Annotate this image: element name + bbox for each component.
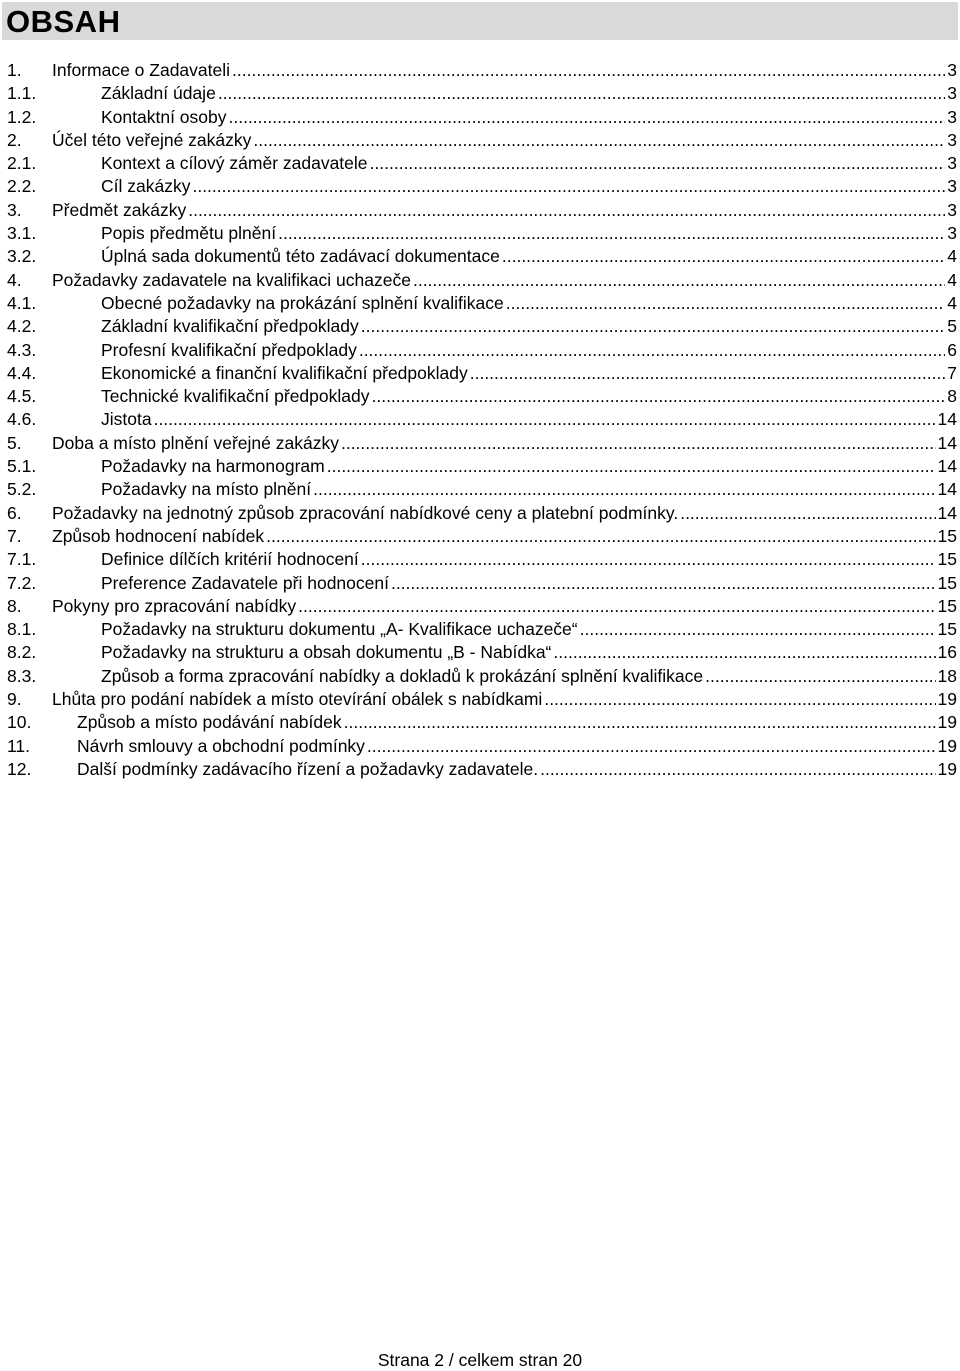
toc-entry-page-number[interactable]: 15 (937, 619, 957, 640)
toc-entry-body (101, 152, 957, 175)
toc-entry-page-number[interactable]: 4 (947, 269, 957, 290)
toc-entry-number: 2.1. (7, 153, 37, 174)
toc-entry-title[interactable]: Způsob hodnocení nabídek (52, 525, 265, 546)
toc-entry-title[interactable]: Ekonomické a finanční kvalifikační předpoklady (101, 362, 468, 383)
toc-entry-body (101, 339, 957, 362)
toc-entry-body (52, 525, 957, 548)
toc-entry-title[interactable]: Požadavky na místo plnění (101, 479, 312, 500)
toc-entry[interactable] (0, 502, 960, 525)
toc-entry-number: 8.2. (7, 642, 37, 663)
toc-entry-body (101, 665, 957, 688)
toc-entry-number: 4.6. (7, 409, 37, 430)
toc-dot-leader (341, 432, 936, 455)
toc-dot-leader (232, 59, 945, 82)
toc-entry-body (101, 245, 957, 268)
toc-dot-leader (502, 245, 945, 268)
toc-entry-body (77, 711, 957, 734)
toc-entry-body (52, 199, 957, 222)
toc-entry-body (101, 385, 957, 408)
toc-entry-number: 3.2. (7, 246, 37, 267)
toc-entry-page-number[interactable]: 3 (947, 153, 957, 174)
toc-dot-leader (229, 106, 946, 129)
toc-entry-title[interactable]: Požadavky zadavatele na kvalifikaci uchazeče (52, 269, 411, 290)
toc-entry-title[interactable]: Požadavky na harmonogram (101, 456, 325, 477)
toc-entry[interactable] (0, 385, 960, 408)
toc-entry[interactable] (0, 595, 960, 618)
toc-entry-number: 4.5. (7, 386, 37, 407)
toc-entry-body (101, 362, 957, 385)
toc-entry-title[interactable]: Obecné požadavky na prokázání splnění kvalifikace (101, 292, 504, 313)
toc-entry[interactable] (0, 572, 960, 595)
toc-entry-title[interactable]: Návrh smlouvy a obchodní podmínky (77, 735, 365, 756)
toc-entry[interactable] (0, 665, 960, 688)
toc-entry-number: 12. (7, 758, 32, 779)
toc-entry-body (101, 455, 957, 478)
toc-dot-leader (371, 385, 945, 408)
toc-entry-number: 2. (7, 129, 22, 150)
toc-dot-leader (580, 618, 936, 641)
page-footer: Strana 2 / celkem stran 20 (377, 1350, 583, 1370)
toc-entry-page-number[interactable]: 3 (947, 199, 957, 220)
toc-entry-page-number[interactable]: 8 (947, 386, 957, 407)
toc-entry-number: 10. (7, 712, 32, 733)
toc-entry[interactable] (0, 362, 960, 385)
toc-entry-page-number[interactable]: 18 (937, 665, 957, 686)
toc-entry-page-number[interactable]: 15 (937, 549, 957, 570)
toc-entry[interactable] (0, 199, 960, 222)
toc-dot-leader (391, 572, 936, 595)
toc-entry-title[interactable]: Jistota (101, 409, 152, 430)
toc-dot-leader (367, 735, 936, 758)
toc-entry-number: 8.3. (7, 665, 37, 686)
toc-dot-leader (278, 222, 945, 245)
toc-entry-page-number[interactable]: 14 (937, 432, 957, 453)
toc-entry-title[interactable]: Způsob a forma zpracování nabídky a dokladů k prokázání splnění kvalifikace (101, 665, 704, 686)
toc-entry-body (77, 735, 957, 758)
toc-entry[interactable] (0, 408, 960, 431)
toc-entry[interactable] (0, 106, 960, 129)
toc-entry-body (52, 269, 957, 292)
toc-dot-leader (192, 175, 945, 198)
toc-entry-body (101, 408, 957, 431)
toc-entry[interactable] (0, 711, 960, 734)
toc-entry-body (101, 478, 957, 501)
toc-entry[interactable] (0, 478, 960, 501)
toc-entry-body (101, 641, 957, 664)
toc-entry-title[interactable]: Profesní kvalifikační předpoklady (101, 339, 357, 360)
toc-entry-number: 6. (7, 502, 22, 523)
toc-entry-title[interactable]: Účel této veřejné zakázky (52, 129, 252, 150)
toc-entry-page-number[interactable]: 14 (937, 479, 957, 500)
toc-entry-title[interactable]: Požadavky na strukturu dokumentu „A- Kvalifikace uchazeče“ (101, 619, 578, 640)
toc-entry-title[interactable]: Předmět zakázky (52, 199, 187, 220)
toc-entry-number: 1.2. (7, 106, 37, 127)
toc-entry-number: 7.1. (7, 549, 37, 570)
toc-entry-number: 7.2. (7, 572, 37, 593)
toc-entry-number: 4.1. (7, 292, 37, 313)
toc-entry[interactable] (0, 618, 960, 641)
toc-entry[interactable] (0, 735, 960, 758)
toc-entry[interactable] (0, 548, 960, 571)
toc-entry-body (52, 502, 957, 525)
toc-dot-leader (470, 362, 946, 385)
toc-entry-page-number[interactable]: 4 (947, 246, 957, 267)
toc-entry-page-number[interactable]: 5 (947, 316, 957, 337)
toc-entry-page-number[interactable]: 3 (947, 129, 957, 150)
toc-entry-number: 1. (7, 60, 22, 80)
table-of-contents (0, 59, 960, 781)
toc-entry-number: 1.1. (7, 83, 37, 104)
toc-entry-title[interactable]: Preference Zadavatele při hodnocení (101, 572, 389, 593)
toc-dot-leader (266, 525, 935, 548)
toc-entry-title[interactable]: Doba a místo plnění veřejné zakázky (52, 432, 339, 453)
toc-entry-number: 3. (7, 199, 22, 220)
toc-entry[interactable] (0, 59, 960, 82)
toc-entry-title[interactable]: Definice dílčích kritérií hodnocení (101, 549, 359, 570)
toc-entry-title[interactable]: Popis předmětu plnění (101, 223, 277, 244)
toc-entry-page-number[interactable]: 3 (947, 83, 957, 104)
toc-entry-number: 3.1. (7, 223, 37, 244)
toc-entry[interactable] (0, 641, 960, 664)
toc-entry[interactable] (0, 292, 960, 315)
toc-entry-body (52, 688, 957, 711)
toc-entry-title[interactable]: Požadavky na strukturu a obsah dokumentu „B - Nabídka“ (101, 642, 552, 663)
toc-entry-number: 5. (7, 432, 22, 453)
toc-entry-number: 8.1. (7, 619, 37, 640)
toc-entry-body (101, 175, 957, 198)
toc-entry[interactable] (0, 525, 960, 548)
toc-dot-leader (359, 339, 945, 362)
toc-dot-leader (413, 269, 945, 292)
toc-dot-leader (361, 548, 936, 571)
toc-dot-leader (253, 129, 945, 152)
toc-entry[interactable] (0, 245, 960, 268)
toc-entry-page-number[interactable]: 19 (937, 689, 957, 710)
toc-dot-leader (298, 595, 935, 618)
toc-entry-number: 8. (7, 595, 22, 616)
toc-entry-page-number[interactable]: 14 (937, 502, 957, 523)
toc-entry[interactable] (0, 455, 960, 478)
toc-entry-body (101, 106, 957, 129)
toc-entry-page-number[interactable]: 16 (937, 642, 957, 663)
toc-dot-leader (154, 408, 936, 431)
toc-entry-body (101, 618, 957, 641)
toc-entry-title[interactable]: Kontext a cílový záměr zadavatele (101, 153, 368, 174)
heading-bar (2, 2, 958, 40)
toc-dot-leader (313, 478, 935, 501)
toc-entry-number: 5.2. (7, 479, 37, 500)
toc-entry[interactable] (0, 269, 960, 292)
toc-entry[interactable] (0, 432, 960, 455)
toc-entry-page-number[interactable]: 15 (937, 525, 957, 546)
toc-entry-body (52, 432, 957, 455)
toc-entry-number: 11. (7, 735, 31, 756)
toc-entry-title[interactable]: Informace o Zadavateli (52, 60, 231, 80)
toc-entry-number: 7. (7, 525, 22, 546)
toc-entry-title[interactable]: Technické kvalifikační předpoklady (101, 386, 370, 407)
toc-entry-body (52, 59, 957, 82)
toc-entry-number: 9. (7, 689, 22, 710)
toc-entry-title[interactable]: Pokyny pro zpracování nabídky (52, 595, 297, 616)
toc-entry-title[interactable]: Základní údaje (101, 83, 216, 104)
toc-entry-number: 4.3. (7, 339, 37, 360)
toc-entry-page-number[interactable]: 14 (937, 409, 957, 430)
toc-entry-body (52, 129, 957, 152)
toc-entry[interactable] (0, 175, 960, 198)
toc-entry-page-number[interactable]: 6 (947, 339, 957, 360)
toc-entry-page-number[interactable]: 15 (937, 572, 957, 593)
toc-entry-number: 4.2. (7, 316, 37, 337)
toc-entry-body (77, 758, 957, 781)
toc-entry-page-number[interactable]: 3 (947, 106, 957, 127)
toc-dot-leader (344, 711, 936, 734)
toc-dot-leader (361, 315, 945, 338)
toc-entry-page-number[interactable]: 19 (937, 712, 957, 733)
toc-entry-page-number[interactable]: 3 (947, 176, 957, 197)
toc-entry-body (52, 595, 957, 618)
toc-entry-page-number[interactable]: 3 (947, 223, 957, 244)
toc-entry-page-number[interactable]: 15 (937, 595, 957, 616)
toc-entry-body (101, 292, 957, 315)
toc-dot-leader (218, 82, 945, 105)
toc-entry-body (101, 548, 957, 571)
page-title: OBSAH (6, 4, 121, 39)
toc-entry-title[interactable]: Cíl zakázky (101, 176, 191, 197)
toc-entry[interactable] (0, 129, 960, 152)
toc-entry-body (101, 572, 957, 595)
toc-entry[interactable] (0, 758, 960, 781)
toc-entry-page-number[interactable]: 19 (937, 758, 957, 779)
toc-entry-page-number[interactable]: 7 (947, 362, 957, 383)
toc-entry-title[interactable]: Kontaktní osoby (101, 106, 227, 127)
toc-entry-body (101, 315, 957, 338)
toc-entry[interactable] (0, 222, 960, 245)
toc-dot-leader (680, 502, 935, 525)
toc-dot-leader (540, 758, 935, 781)
toc-entry-number: 4.4. (7, 362, 37, 383)
toc-entry-number: 4. (7, 269, 22, 290)
toc-entry[interactable] (0, 339, 960, 362)
toc-entry-page-number[interactable]: 19 (937, 735, 957, 756)
toc-entry-title[interactable]: Lhůta pro podání nabídek a místo otevírání obálek s nabídkami (52, 689, 543, 710)
toc-entry-title[interactable]: Úplná sada dokumentů této zadávací dokumentace (101, 246, 500, 267)
toc-entry[interactable] (0, 152, 960, 175)
toc-entry-page-number[interactable]: 4 (947, 292, 957, 313)
toc-dot-leader (506, 292, 946, 315)
toc-entry[interactable] (0, 82, 960, 105)
toc-entry-page-number[interactable]: 3 (947, 60, 957, 80)
toc-entry[interactable] (0, 315, 960, 338)
toc-entry-title[interactable]: Požadavky na jednotný způsob zpracování nabídkové ceny a platební podmínky. (52, 502, 679, 523)
toc-entry-title[interactable]: Další podmínky zadávacího řízení a požadavky zadavatele. (77, 758, 539, 779)
toc-entry-title[interactable]: Způsob a místo podávání nabídek (77, 712, 342, 733)
toc-entry-body (101, 82, 957, 105)
toc-dot-leader (705, 665, 935, 688)
toc-entry-number: 5.1. (7, 456, 37, 477)
toc-entry-title[interactable]: Základní kvalifikační předpoklady (101, 316, 359, 337)
toc-dot-leader (553, 641, 935, 664)
toc-dot-leader (327, 455, 936, 478)
toc-entry-body (101, 222, 957, 245)
toc-entry-page-number[interactable]: 14 (937, 456, 957, 477)
toc-entry[interactable] (0, 688, 960, 711)
toc-dot-leader (370, 152, 946, 175)
toc-entry-number: 2.2. (7, 176, 37, 197)
toc-dot-leader (188, 199, 945, 222)
toc-dot-leader (544, 688, 935, 711)
